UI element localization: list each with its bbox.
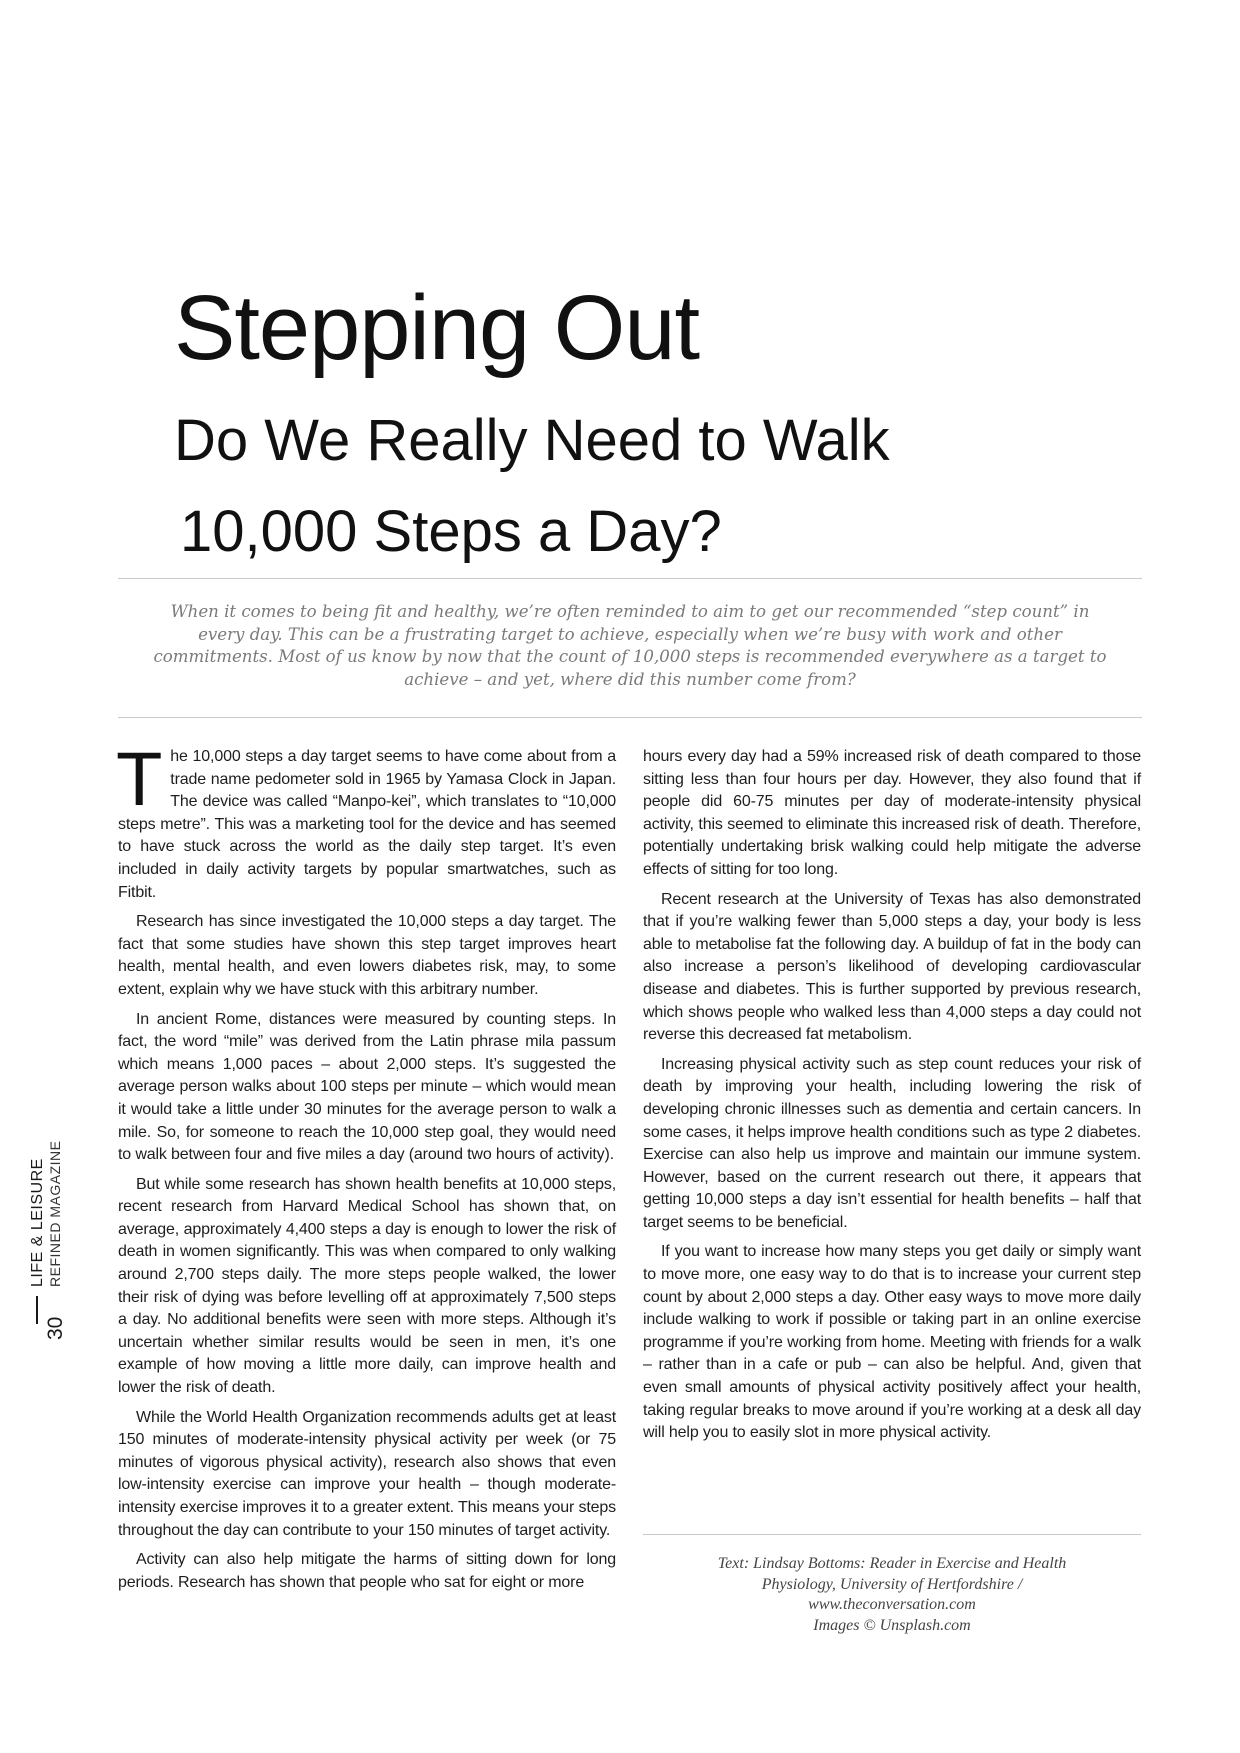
body-paragraph: hours every day had a 59% increased risk of death compared to those sitting less than four hours per day. However, they also found that if people did 60-75 minutes per day of moderate-intensity physical activity, this seemed to eliminate this increased risk of death. Therefore, potentially undertaking brisk walking could help mitigate the adverse effects of sitting for too long.	[643, 748, 1141, 878]
body-paragraph: Activity can also help mitigate the harms of sitting down for long periods. Research has shown that people who sat for eight or more	[118, 1551, 616, 1591]
standfirst-text: When it comes to being fit and healthy, we’re often reminded to aim to get our recommended “step count” in every day. This can be a frustrating target to achieve, especially when we’re busy with work and other commitments. Most of us know by now that the count of 10,000 steps is recommended everywhere as a target to achieve – and yet, where did this number come from?	[153, 602, 1107, 689]
credit-line: Images © Unsplash.com	[813, 1616, 971, 1634]
article-credit	[643, 1554, 1141, 1636]
body-paragraph: In ancient Rome, distances were measured by counting steps. In fact, the word “mile” was derived from the Latin phrase mila passum which means 1,000 paces – about 2,000 steps. It’s suggested the average person walks about 100 steps per minute – which would mean it would take a little under 30 minutes for the average person to walk a mile. So, for someone to reach the 10,000 step goal, they would need to walk between four and five miles a day (around two hours of activity).	[118, 1010, 616, 1164]
page-number: 30	[44, 1316, 67, 1340]
credit-line: www.theconversation.com	[808, 1596, 976, 1613]
article-title: Stepping Out	[174, 277, 700, 379]
body-paragraph: Increasing physical activity such as step count reduces your risk of death by improving your health, including lowering the risk of developing chronic illnesses such as dementia and certain cancers. In some cases, it helps improve health conditions such as type 2 diabetes. Exercise can also help us improve and maintain our immune system. However, based on the current research out there, it appears that getting 10,000 steps a day isn’t essential for health benefits – half that target seems to be beneficial.	[643, 1055, 1141, 1231]
credit-line: Text: Lindsay Bottoms: Reader in Exercise and Health	[717, 1555, 1067, 1572]
body-paragraph: Recent research at the University of Texas has also demonstrated that if you’re walking fewer than 5,000 steps a day, your body is less able to metabolise fat the following day. A buildup of fat in the body can also increase a person’s likelihood of developing cardiovascular disease and diabetes. This is further supported by previous research, which shows people who walked less than 4,000 steps a day could not reverse this decreased fat metabolism.	[643, 890, 1141, 1044]
standfirst-top-rule	[118, 578, 1142, 579]
article-subtitle-line-2: 10,000 Steps a Day?	[180, 499, 722, 564]
section-label	[28, 1141, 64, 1287]
body-paragraph	[116, 737, 616, 904]
standfirst-bottom-rule	[118, 717, 1142, 718]
drop-cap: T	[116, 737, 163, 822]
credit-line: Physiology, University of Hertfordshire /	[761, 1575, 1023, 1593]
body-paragraph: But while some research has shown health benefits at 10,000 steps, recent research from Harvard Medical School has shown that, on average, approximately 4,400 steps a day is enough to lower the risk of death in women significantly. This was when compared to only walking around 2,700 steps daily. The more steps people walked, the lower their risk of dying was before levelling off at approximately 7,500 steps a day. No additional benefits were seen with more steps. Although it’s uncertain whether similar results would be seen in men, it’s one example of how moving a little more daily, can improve health and lower the risk of death.	[118, 1175, 616, 1397]
body-column-left	[116, 737, 616, 1601]
body-paragraph: Research has since investigated the 10,000 steps a day target. The fact that some studies have shown this step target improves heart health, mental health, and even lowers diabetes risk, may, to some extent, explain why we have stuck with this arbitrary number.	[118, 913, 616, 998]
section-name: LIFE & LEISURE	[29, 1158, 46, 1287]
credit-rule	[643, 1534, 1141, 1535]
section-divider	[36, 1296, 38, 1324]
body-paragraph: While the World Health Organization recommends adults get at least 150 minutes of moderate-intensity physical activity per week (or 75 minutes of vigorous physical activity), research also shows that even low-intensity exercise can improve your health – though moderate-intensity exercise improves it to a greater extent. This means your steps throughout the day can contribute to your 150 minutes of target activity.	[118, 1408, 616, 1539]
body-paragraph: If you want to increase how many steps you get daily or simply want to move more, one easy way to do that is to increase your current step count by about 2,000 steps a day. Other easy ways to move more daily include walking to work if possible or taking part in an online exercise programme if you’re working from home. Meeting with friends for a walk – rather than in a cafe or pub – can also be helpful. And, given that even small amounts of physical activity positively affect your health, taking regular breaks to move around if you’re working at a desk all day will help you to easily slot in more physical activity.	[643, 1243, 1141, 1442]
standfirst	[150, 601, 1110, 691]
publication-name: REFINED MAGAZINE	[47, 1140, 63, 1287]
body-column-right	[643, 746, 1141, 1452]
article-subtitle-line-1: Do We Really Need to Walk	[174, 408, 890, 473]
body-paragraph-text: he 10,000 steps a day target seems to have come about from a trade name pedometer sold in 1965 by Yamasa Clock in Japan. The device was called “Manpo-kei”, which translates to “10,000 steps metre”. This was a marketing tool for the device and has seemed to have stuck across the world as the daily step target. It’s even included in daily activity targets by popular smartwatches, such as Fitbit.	[118, 748, 616, 901]
